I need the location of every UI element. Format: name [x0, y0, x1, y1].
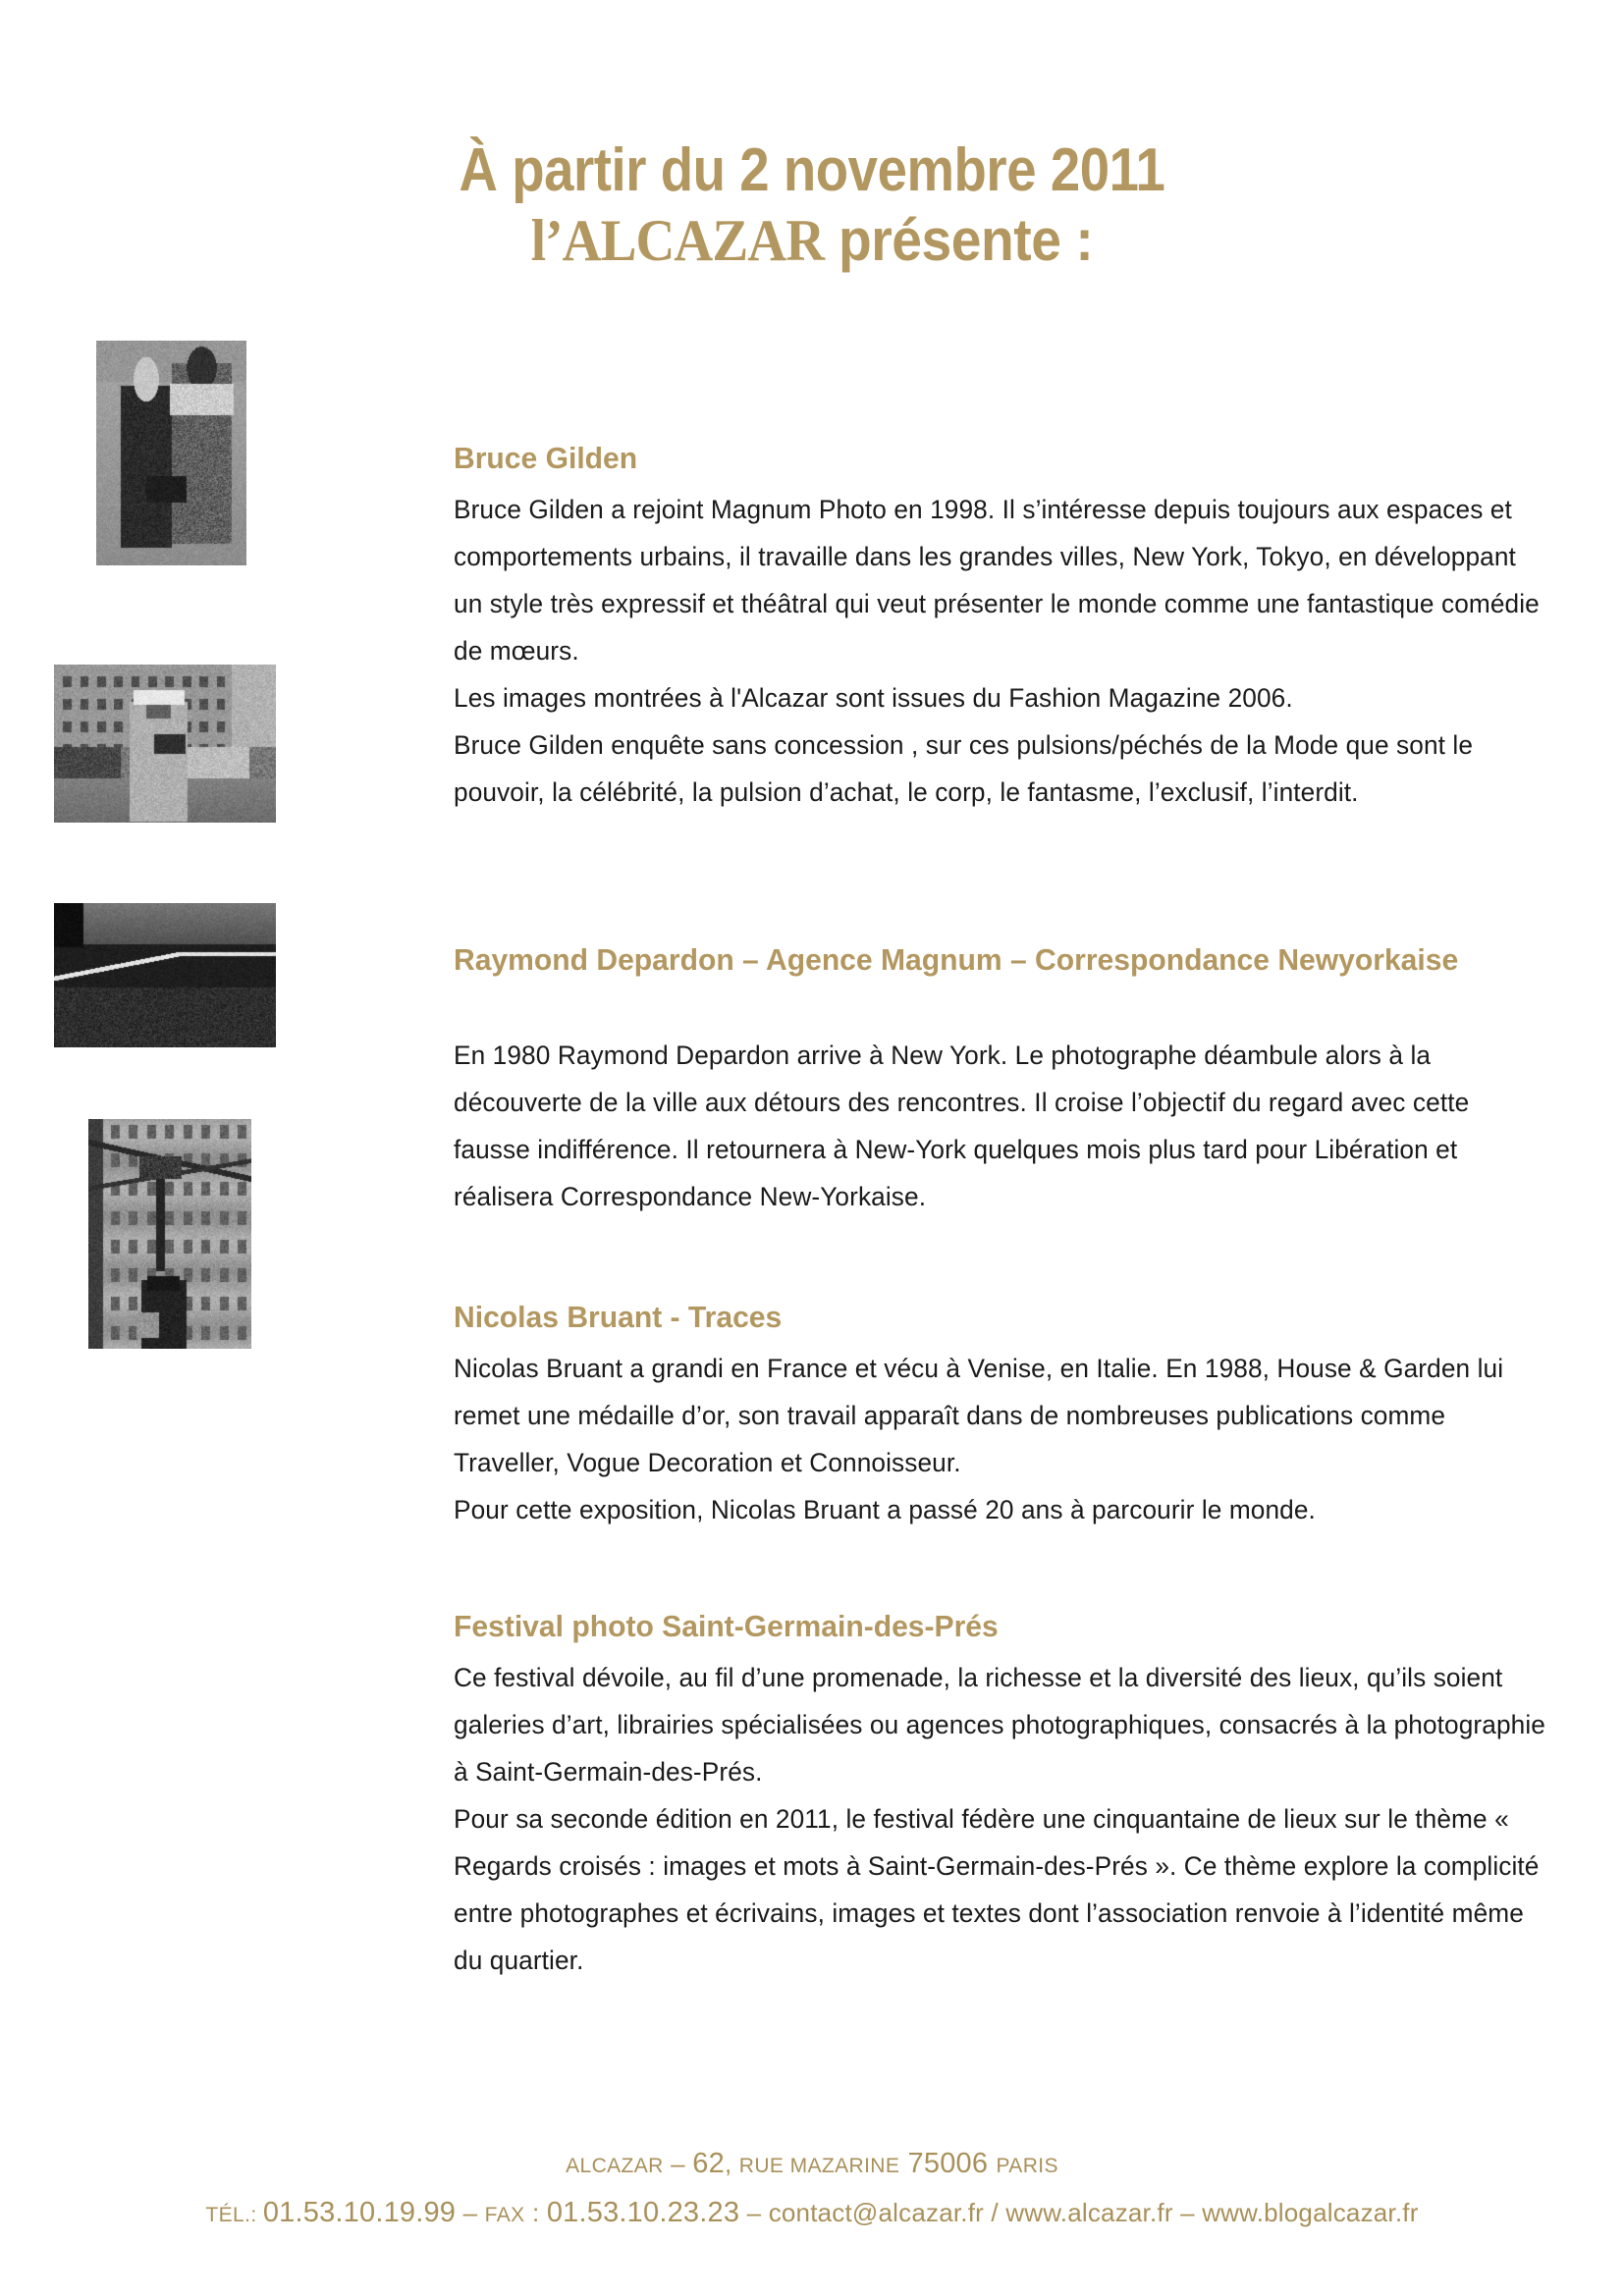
footer-fax-label: FAX — [484, 2204, 525, 2226]
paragraph: Bruce Gilden a rejoint Magnum Photo en 1998. Il s’intéresse depuis toujours aux espaces et comportements urbains, il travaille dans les grandes villes, New York, Tokyo, en développant un style très expressif et théâtral qui veut présenter le monde comme une fantastique comédie de mœurs. — [454, 495, 1540, 666]
photo-raymond-depardon — [54, 665, 276, 823]
footer-blog-link[interactable]: www.blogalcazar.fr — [1202, 2198, 1419, 2227]
footer-dash: – — [1172, 2198, 1203, 2227]
footer-street-name: RUE MAZARINE — [738, 2155, 900, 2177]
footer-comma: , — [724, 2149, 739, 2178]
alcazar-wordmark: l’ALCAZAR — [530, 208, 825, 273]
footer-website-link[interactable]: www.alcazar.fr — [1005, 2198, 1173, 2227]
footer-venue: ALCAZAR — [566, 2155, 664, 2177]
footer-address-line — [0, 2148, 1624, 2180]
paragraph: Pour cette exposition, Nicolas Bruant a passé 20 ans à parcourir le monde. — [454, 1495, 1316, 1524]
paragraph: En 1980 Raymond Depardon arrive à New York. Le photographe déambule alors à la découverte de la ville aux détours des rencontres. Il croise l’objectif du regard avec cette fausse indifférence. Il retournera à New-York quelques mois plus tard pour Libération et réalisera Correspondance New-Yorkaise. — [454, 1041, 1470, 1211]
paragraph: Ce festival dévoile, au fil d’une promenade, la richesse et la diversité des lieux, qu’ils soient galeries d’art, librairies spécialisées ou agences photographiques, consacrés à la photographie à Saint-Germain-des-Prés. — [454, 1663, 1545, 1787]
paragraph: Nicolas Bruant a grandi en France et vécu à Venise, en Italie. En 1988, House & Garden lui remet une médaille d’or, son travail apparaît dans de nombreuses publications comme Traveller, Vogue Decoration et Connoisseur. — [454, 1354, 1504, 1477]
section-heading-raymond-depardon: Raymond Depardon – Agence Magnum – Correspondance Newyorkaise — [454, 942, 1459, 977]
footer-email-link[interactable]: contact@alcazar.fr — [768, 2198, 984, 2227]
paragraph: Bruce Gilden enquête sans concession , sur ces pulsions/péchés de la Mode que sont le pouvoir, la célébrité, la pulsion d’achat, le corp, le fantasme, l’exclusif, l’interdit. — [454, 730, 1474, 807]
section-body-bruce-gilden — [454, 486, 1547, 816]
photo-nicolas-bruant — [54, 903, 276, 1047]
footer-fax-separator: : — [524, 2198, 547, 2227]
section-body-festival-saint-germain — [454, 1654, 1547, 1984]
page-title-line-2 — [65, 206, 1559, 291]
footer-tel-number: 01.53.10.19.99 — [262, 2197, 457, 2228]
footer-slash: / — [984, 2198, 1006, 2227]
footer-dash: – — [456, 2198, 485, 2227]
page-title-line-1: À partir du 2 novembre 2011 — [459, 136, 1165, 204]
footer-city: PARIS — [996, 2155, 1058, 2177]
footer-postcode: 75006 — [899, 2148, 997, 2179]
photo-bruce-gilden — [96, 341, 246, 565]
section-heading-bruce-gilden: Bruce Gilden — [454, 441, 638, 475]
footer-street-number: 62 — [692, 2148, 725, 2179]
footer-dash: – — [663, 2149, 693, 2178]
photo-festival-saint-germain — [88, 1119, 251, 1349]
poster-title-block — [0, 135, 1624, 291]
footer-contact-line — [0, 2197, 1624, 2229]
section-heading-nicolas-bruant: Nicolas Bruant - Traces — [454, 1300, 783, 1334]
section-body-nicolas-bruant — [454, 1345, 1547, 1533]
paragraph: Pour sa seconde édition en 2011, le festival fédère une cinquantaine de lieux sur le thème « Regards croisés : images et mots à Saint-Germain-des-Prés ». Ce thème explore la complicité entre photographes et écrivains, images et textes dont l’association renvoie à l’identité même du quartier. — [454, 1804, 1540, 1975]
footer-fax-number: 01.53.10.23.23 — [546, 2197, 740, 2228]
footer-tel-label: TÉL.: — [205, 2204, 263, 2226]
section-body-raymond-depardon — [454, 1032, 1547, 1220]
section-heading-festival-saint-germain: Festival photo Saint-Germain-des-Prés — [454, 1609, 999, 1643]
paragraph: Les images montrées à l'Alcazar sont issues du Fashion Magazine 2006. — [454, 683, 1293, 713]
presente-text: présente : — [824, 207, 1094, 273]
footer-dash: – — [739, 2198, 769, 2227]
